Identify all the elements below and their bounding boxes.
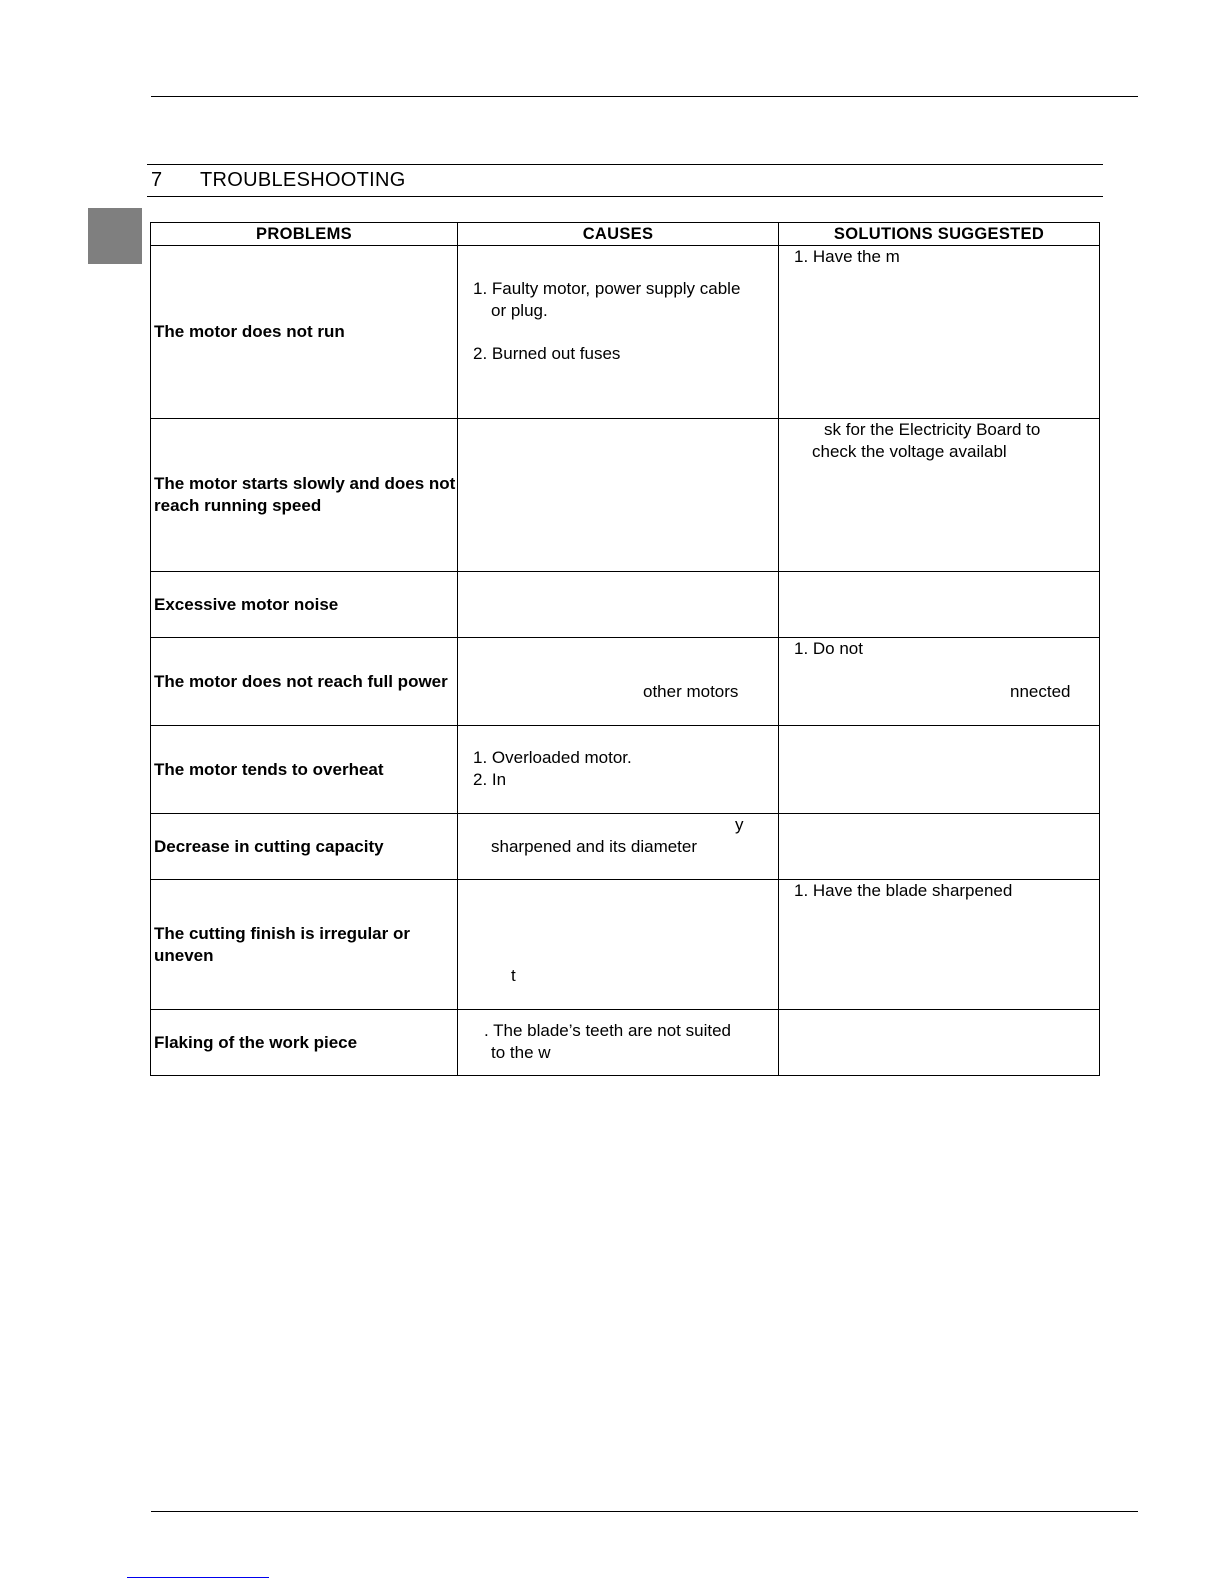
- causes-cell: [458, 1010, 779, 1076]
- table-row: [151, 638, 1100, 726]
- footer-link-underline[interactable]: [127, 1577, 269, 1578]
- solution-line: 1. Have the blade sharpened: [794, 881, 1013, 900]
- cause-line: 2. In: [473, 770, 507, 789]
- chapter-tab-marker: [88, 208, 142, 264]
- table-row: [151, 419, 1100, 572]
- solutions-cell: [779, 880, 1100, 1010]
- solution-line: 1. Have the m: [794, 247, 900, 266]
- problem-cell: Excessive motor noise: [151, 572, 458, 638]
- problem-cell: The cutting finish is irregular or uneven: [151, 880, 458, 1010]
- section-heading: [151, 169, 406, 192]
- table-row: [151, 1010, 1100, 1076]
- solutions-cell: [779, 814, 1100, 880]
- header-causes: CAUSES: [458, 223, 779, 246]
- cause-line: other motors: [643, 682, 739, 701]
- solution-line: 1. Do not: [794, 639, 863, 658]
- header-problems: PROBLEMS: [151, 223, 458, 246]
- problem-cell: Flaking of the work piece: [151, 1010, 458, 1076]
- solutions-cell: [779, 572, 1100, 638]
- solution-line: check the voltage availabl: [812, 442, 1007, 461]
- solution-line: sk for the Electricity Board to: [824, 420, 1041, 439]
- solutions-cell: [779, 246, 1100, 419]
- problem-cell: The motor starts slowly and does not reach running speed: [151, 419, 458, 572]
- causes-cell: [458, 880, 779, 1010]
- solutions-cell: [779, 638, 1100, 726]
- cause-line: sharpened and its diameter: [491, 837, 698, 856]
- cause-line: 1. Faulty motor, power supply cable: [473, 279, 741, 298]
- causes-cell: [458, 726, 779, 814]
- table-row: [151, 880, 1100, 1010]
- header-rule: [151, 96, 1138, 97]
- solutions-cell: [779, 726, 1100, 814]
- causes-cell: [458, 246, 779, 419]
- cause-line: to the w: [491, 1043, 551, 1062]
- causes-cell: [458, 638, 779, 726]
- table-row: [151, 814, 1100, 880]
- problem-cell: The motor does not reach full power: [151, 638, 458, 726]
- cause-line: y: [735, 815, 744, 834]
- table-row: [151, 246, 1100, 419]
- section-rule-bottom: [147, 196, 1103, 197]
- table-row: [151, 726, 1100, 814]
- footer-rule: [151, 1511, 1138, 1512]
- problem-cell: The motor does not run: [151, 246, 458, 419]
- causes-cell: [458, 419, 779, 572]
- cause-line: 2. Burned out fuses: [473, 344, 621, 363]
- cause-line: . The blade’s teeth are not suited: [484, 1021, 731, 1040]
- cause-line: t: [511, 966, 516, 985]
- solutions-cell: [779, 419, 1100, 572]
- table-row: [151, 572, 1100, 638]
- cause-line: 1. Overloaded motor.: [473, 748, 632, 767]
- table-header-row: [151, 223, 1100, 246]
- section-title: TROUBLESHOOTING: [200, 169, 406, 191]
- header-solutions: SOLUTIONS SUGGESTED: [779, 223, 1100, 246]
- causes-cell: [458, 572, 779, 638]
- problem-cell: The motor tends to overheat: [151, 726, 458, 814]
- problem-cell: Decrease in cutting capacity: [151, 814, 458, 880]
- causes-cell: [458, 814, 779, 880]
- section-rule-top: [147, 164, 1103, 165]
- solutions-cell: [779, 1010, 1100, 1076]
- section-number: 7: [151, 169, 163, 191]
- cause-line: or plug.: [491, 301, 548, 320]
- troubleshooting-table: [150, 222, 1100, 1076]
- solution-line: nnected: [1010, 682, 1071, 701]
